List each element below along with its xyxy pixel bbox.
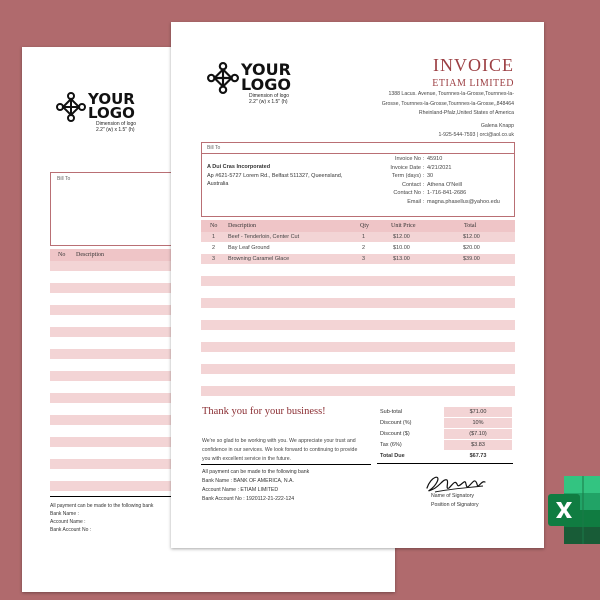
- cell-description: Beef - Tenderloin, Center Cut: [228, 234, 300, 240]
- table-row: [201, 243, 515, 254]
- closing-message: [202, 437, 357, 465]
- table-row: [201, 309, 515, 320]
- cell-no: 3: [212, 256, 216, 262]
- cell-total: $39.00: [463, 256, 480, 262]
- totals-label: Discount ($): [380, 431, 410, 437]
- totals-value: $71.00: [444, 407, 512, 417]
- table-row: [201, 386, 515, 397]
- invoice-info-value: 45910: [427, 156, 443, 162]
- invoice-info-value: 30: [427, 173, 434, 180]
- bill-to-label: Bill To: [207, 145, 221, 151]
- totals-value: $3.83: [444, 440, 512, 450]
- logo-dimension-label: Dimension of logo: [96, 121, 137, 127]
- company-address: [382, 90, 514, 141]
- invoice-info-value: magna.phasellus@yahoo.edu: [427, 199, 500, 205]
- bank-account-no: Bank Account No : 1920112-21-222-124: [202, 496, 295, 502]
- bank-account-no-label: Bank Account No :: [50, 527, 92, 533]
- table-row: [201, 375, 515, 386]
- logo-mark-icon: [207, 62, 239, 94]
- logo-text-line2: LOGO: [88, 103, 135, 122]
- customer-address-line2: Australia: [207, 181, 229, 187]
- invoice-info-label: Contact :: [401, 181, 424, 188]
- company-address-line1: 1388 Lacus. Avenue, Tournnes-la-Grosse,Tournnes-la-: [388, 91, 514, 97]
- logo-text-line1: YOUR: [88, 90, 135, 108]
- account-name-label: Account Name :: [50, 519, 86, 525]
- col-no-header: No: [210, 223, 218, 229]
- totals-label: Tax (6%): [380, 442, 402, 448]
- cell-total: $20.00: [463, 245, 480, 251]
- items-table: [201, 220, 515, 397]
- table-rows: [201, 232, 515, 397]
- col-qty-header: Qty: [360, 223, 369, 229]
- footer-divider: [201, 464, 371, 465]
- invoice-info-label: Term (days) :: [391, 173, 424, 180]
- logo-dimension-size: 2.2" (w) x 1.5" (h): [249, 99, 288, 105]
- bill-to-label: Bill To: [57, 176, 71, 182]
- cell-unit-price: $13.00: [393, 256, 410, 262]
- logo-mark-icon: [56, 92, 86, 122]
- table-row: [201, 276, 515, 287]
- company-phone-email: 1-925-544-7593 | orci@aol.co.uk: [438, 132, 514, 139]
- closing-line3: you with excellent service in the future.: [202, 456, 292, 463]
- table-row: [201, 320, 515, 331]
- totals-row: [377, 440, 512, 450]
- invoice-info: [362, 154, 512, 214]
- invoice-info-value: 1-716-841-2686: [427, 190, 467, 197]
- table-row: [201, 364, 515, 375]
- logo-text-line1: YOUR: [241, 60, 291, 79]
- totals-row: [377, 451, 512, 461]
- cell-unit-price: $10.00: [393, 245, 410, 251]
- totals-row: [377, 407, 512, 417]
- company-name: ETIAM LIMITED: [432, 78, 514, 89]
- company-contact-name: Galena Knapp: [480, 122, 514, 129]
- cell-unit-price: $12.00: [393, 234, 410, 240]
- payment-note: All payment can be made to the following bank: [202, 469, 310, 475]
- cell-qty: 2: [362, 245, 366, 251]
- cell-total: $12.00: [463, 234, 480, 240]
- bank-name-label: Bank Name :: [50, 511, 79, 517]
- closing-line1: We're so glad to be working with you. We appreciate your trust and: [202, 438, 356, 444]
- payment-note: All payment can be made to the following bank: [50, 503, 154, 509]
- col-unit-price-header: Unit Price: [391, 223, 416, 229]
- table-row: [201, 254, 515, 265]
- table-row: [201, 331, 515, 342]
- invoice-info-label: Invoice No :: [394, 156, 424, 162]
- closing-line2: confidence in our services. We look forward to continuing to provide: [202, 447, 358, 454]
- invoice-info-label: Email :: [407, 199, 424, 205]
- totals-row: [377, 418, 512, 428]
- customer-block: [207, 163, 342, 189]
- company-address-line2: Grosse, Tournnes-la-Grosse,Tournnes-la-Grosse,,848464: [381, 100, 514, 107]
- cell-no: 2: [212, 245, 216, 251]
- front-invoice-sheet: [171, 22, 544, 548]
- totals-label: Total Due: [380, 453, 405, 459]
- totals-label: Sub-total: [380, 409, 403, 415]
- back-footer: [50, 502, 153, 534]
- logo-dimension-size: 2.2" (w) x 1.5" (h): [96, 127, 135, 133]
- invoice-info-label: Invoice Date :: [390, 164, 424, 171]
- table-row: [201, 232, 515, 243]
- invoice-title: INVOICE: [433, 55, 514, 75]
- table-row: [201, 353, 515, 364]
- table-row: [201, 265, 515, 276]
- col-description-header: Description: [228, 223, 256, 229]
- cell-qty: 1: [362, 234, 366, 240]
- table-header: [201, 220, 515, 232]
- totals-row: [377, 429, 512, 439]
- table-row: [201, 298, 515, 309]
- col-total-header: Total: [464, 223, 477, 229]
- logo-text-line2: LOGO: [241, 74, 291, 94]
- table-row: [201, 342, 515, 353]
- cell-qty: 3: [362, 256, 366, 262]
- cell-description: Bay Leaf Ground: [228, 245, 270, 251]
- col-description-header: Description: [76, 252, 104, 258]
- totals-value: $67.73: [444, 451, 512, 461]
- thank-you-message: Thank you for your business!: [202, 406, 326, 417]
- company-address-line3: Rheinland-Pfalz,United States of America: [418, 110, 514, 117]
- totals-value: 10%: [444, 418, 512, 428]
- signature-labels: [431, 492, 479, 510]
- cell-description: Browning Caramel Glace: [228, 256, 290, 262]
- invoice-info-value: 4/21/2021: [427, 164, 452, 171]
- logo-dimension-label: Dimension of logo: [249, 93, 290, 99]
- bank-name: Bank Name : BANK OF AMERICA, N.A.: [202, 478, 294, 484]
- invoice-info-value: Athena O'Neill: [427, 181, 462, 188]
- cell-no: 1: [212, 234, 216, 240]
- totals-value: ($7.10): [444, 429, 512, 439]
- signatory-position-label: Position of Signatory: [431, 502, 479, 508]
- excel-icon: [546, 472, 600, 548]
- customer-name: A Dui Cras Incorporated: [207, 164, 271, 170]
- table-row: [201, 287, 515, 298]
- signatory-name-label: Name of Signatory: [431, 493, 474, 499]
- bank-details: [202, 468, 309, 504]
- col-no-header: No: [58, 252, 66, 258]
- customer-address-line1: Ap #621-5727 Lorem Rd., Belfast 511327, Queensland,: [207, 172, 343, 179]
- totals-label: Discount (%): [380, 420, 412, 426]
- bill-to-box: [201, 142, 515, 217]
- account-name: Account Name : ETIAM LIMITED: [202, 487, 279, 493]
- invoice-info-label: Contact No :: [393, 190, 424, 197]
- totals-underline: [377, 463, 513, 464]
